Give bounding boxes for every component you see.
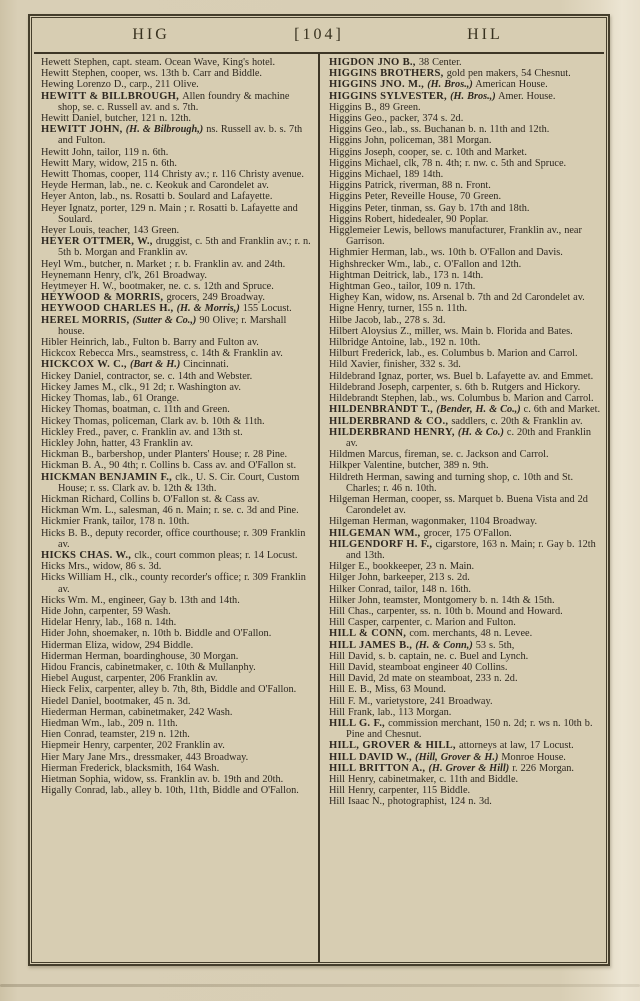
- entry-text: Hidelar Henry, lab., 168 n. 14th.: [41, 617, 177, 629]
- entry-text: Hickman Richard, Collins b. O'Fallon st. & Cass av.: [41, 493, 260, 505]
- directory-entry: [41, 57, 313, 68]
- directory-entry: [41, 416, 313, 427]
- entry-text: r. 226 Morgan.: [509, 762, 575, 774]
- directory-entry: [329, 640, 601, 651]
- entry-firm-reference: (H. & Bilbrough,): [125, 124, 204, 136]
- entry-text: Hildmen Marcus, fireman, se. c. Jackson and Carrol.: [329, 449, 549, 461]
- entry-text: Monroe House.: [498, 751, 566, 763]
- directory-entry: [41, 696, 313, 707]
- directory-entry: [329, 404, 601, 415]
- directory-entry: [329, 359, 601, 370]
- entry-text: Hicks Wm. M., engineer, Gay b. 13th and 14th.: [41, 594, 240, 606]
- directory-entry: [41, 673, 313, 684]
- entry-text: Hill F. M., varietystore, 241 Broadway.: [329, 695, 493, 707]
- entry-text: Hickmier Frank, tailor, 178 n. 10th.: [41, 516, 190, 528]
- entry-text: Hilgeman Herman, wagonmaker, 1104 Broadway.: [329, 516, 538, 528]
- entry-text: Hilburt Frederick, lab., es. Columbus b. Marion and Carrol.: [329, 348, 578, 360]
- entry-text: druggist, c. 5th and Franklin av.; r. n. 5th b. Morgan and Franklin av.: [58, 236, 311, 259]
- entry-text: Hickey Thomas, boatman, c. 11th and Green.: [41, 404, 230, 416]
- entry-text: Highey Kan, widow, ns. Arsenal b. 7th and 2d Carondelet av.: [329, 292, 585, 304]
- directory-entry: [329, 281, 601, 292]
- entry-text: Hewing Lorenzo D., carp., 211 Olive.: [41, 79, 199, 91]
- entry-text: Heytmeyer H. W., bootmaker, ne. c. s. 12th and Spruce.: [41, 281, 274, 293]
- entry-name-caps: HICKS CHAS. W.,: [41, 549, 135, 561]
- header-guide-word-right: HIL: [467, 26, 503, 43]
- directory-entry: [329, 79, 601, 90]
- entry-text: Hicks B. B., deputy recorder, office courthouse; r. 309 Franklin av.: [41, 527, 306, 550]
- entry-text: clk., U. S. Cir. Court, Custom House; r. ss. Clark av. b. 12th & 13th.: [58, 471, 300, 494]
- directory-entry: [329, 326, 601, 337]
- entry-name-caps: HEWITT & BILLBROUGH,: [41, 90, 183, 102]
- directory-entry: [41, 124, 313, 146]
- directory-entry: [41, 404, 313, 415]
- entry-firm-reference: (H. Grover & Hill): [428, 762, 510, 774]
- directory-entry: [41, 774, 313, 785]
- entry-text: Hilker John, teamster, Montgomery b. n. 14th & 15th.: [329, 594, 555, 606]
- directory-entry: [41, 460, 313, 471]
- entry-text: ns. Russell av. b. s. 7th and Fulton.: [58, 124, 303, 147]
- directory-entry: [329, 91, 601, 102]
- directory-entry: [329, 606, 601, 617]
- entry-text: Hilger John, barkeeper, 213 s. 2d.: [329, 572, 470, 584]
- entry-text: Higally Conrad, lab., alley b. 10th, 11th, Biddle and O'Fallon.: [41, 785, 299, 797]
- directory-entry: [329, 147, 601, 158]
- entry-text: Hickman Wm. L., salesman, 46 n. Main; r. se. c. 3d and Pine.: [41, 505, 299, 517]
- directory-entry: [41, 472, 313, 494]
- directory-entry: [41, 292, 313, 303]
- entry-text: Hill E. B., Miss, 63 Mound.: [329, 684, 446, 696]
- entry-text: Hildebrandt Stephen, lab., ws. Columbus b. Marion and Carrol.: [329, 393, 594, 405]
- entry-text: Hill David, 2d mate on steamboat, 233 n. 2d.: [329, 673, 518, 685]
- entry-text: Hewitt Mary, widow, 215 n. 6th.: [41, 157, 177, 169]
- directory-entry: [329, 180, 601, 191]
- directory-entry: [41, 169, 313, 180]
- directory-entry: [329, 752, 601, 763]
- entry-name-caps: HILL BRITTON A.,: [329, 762, 429, 774]
- directory-entry: [41, 752, 313, 763]
- entry-text: Higgins John, policeman, 381 Morgan.: [329, 135, 492, 147]
- entry-name-caps: HEYWOOD & MORRIS,: [41, 292, 167, 304]
- directory-entry: [41, 348, 313, 359]
- directory-entry: [329, 449, 601, 460]
- directory-entry: [41, 550, 313, 561]
- directory-column-left: [32, 54, 318, 962]
- entry-text: Highmier Herman, lab., ws. 10th b. O'Fallon and Davis.: [329, 247, 563, 259]
- entry-text: Hiedman Wm., lab., 209 n. 11th.: [41, 717, 178, 729]
- directory-entry: [329, 572, 601, 583]
- entry-text: Hildebrand Ignaz, porter, ws. Buel b. Lafayette av. and Emmet.: [329, 370, 594, 382]
- directory-entry: [329, 68, 601, 79]
- directory-entry: [41, 785, 313, 796]
- directory-entry: [41, 303, 313, 314]
- entry-text: Heyl Wm., butcher, n. Market ; r. b. Franklin av. and 24th.: [41, 258, 286, 270]
- entry-text: Hewett Stephen, capt. steam. Ocean Wave, King's hotel.: [41, 57, 276, 68]
- entry-text: Hiderman Eliza, widow, 294 Biddle.: [41, 639, 194, 651]
- entry-name-caps: HIGGINS JNO. M.,: [329, 79, 428, 91]
- directory-entry: [41, 270, 313, 281]
- directory-entry: [329, 124, 601, 135]
- entry-firm-reference: (H. Bros.,): [427, 79, 473, 91]
- entry-name-caps: HILL, GROVER & HILL,: [329, 740, 460, 752]
- entry-name-caps: HILL & CONN,: [329, 628, 410, 640]
- directory-entry: [41, 147, 313, 158]
- directory-entry: [329, 494, 601, 516]
- entry-text: Hilker Conrad, tailor, 148 n. 16th.: [329, 583, 472, 595]
- directory-entry: [329, 651, 601, 662]
- directory-entry: [329, 348, 601, 359]
- directory-entry: [329, 595, 601, 606]
- entry-text: Higgins Robert, hidedealer, 90 Poplar.: [329, 213, 489, 225]
- directory-entry: [329, 203, 601, 214]
- directory-entry: [329, 684, 601, 695]
- directory-entry: [329, 662, 601, 673]
- directory-entry: [329, 247, 601, 258]
- directory-entry: [329, 617, 601, 628]
- entry-firm-reference: (H. & Conn,): [415, 639, 473, 651]
- entry-text: Hicks William H., clk., county recorder's office; r. 309 Franklin av.: [41, 572, 306, 595]
- directory-entry: [329, 472, 601, 494]
- entry-text: commission merchant, 150 n. 2d; r. ws n. 10th b. Pine and Chesnut.: [346, 717, 593, 741]
- directory-entry: [329, 460, 601, 471]
- directory-entry: [329, 718, 601, 740]
- entry-text: Hill Henry, cabinetmaker, c. 11th and Biddle.: [329, 774, 519, 785]
- entry-text: Hien Conrad, teamster, 219 n. 12th.: [41, 729, 190, 741]
- entry-text: Higgins Peter, Reveille House, 70 Green.: [329, 191, 502, 203]
- directory-entry: [41, 113, 313, 124]
- directory-entry: [41, 572, 313, 594]
- entry-text: Hild Xavier, finisher, 332 s. 3d.: [329, 359, 461, 371]
- directory-entry: [41, 203, 313, 225]
- directory-entry: [41, 79, 313, 90]
- directory-entry: [329, 371, 601, 382]
- page-number: [104]: [294, 26, 344, 43]
- entry-text: Heynemann Henry, cl'k, 261 Broadway.: [41, 269, 207, 281]
- directory-entry: [41, 438, 313, 449]
- entry-name-caps: HEREL MORRIS,: [41, 314, 133, 326]
- directory-entry: [41, 382, 313, 393]
- entry-text: Hickey Thomas, lab., 61 Orange.: [41, 393, 180, 405]
- entry-text: Hildebrand Joseph, carpenter, s. 6th b. Rutgers and Hickory.: [329, 381, 581, 393]
- entry-name-caps: HIGDON JNO B.,: [329, 57, 419, 68]
- directory-entry: [41, 281, 313, 292]
- entry-text: Hightman Geo., tailor, 109 n. 17th.: [329, 281, 476, 293]
- directory-entry: [329, 416, 601, 427]
- directory-entry: [41, 640, 313, 651]
- entry-text: Hiedel Daniel, bootmaker, 45 n. 3d.: [41, 695, 191, 707]
- entry-text: Hickey James M., clk., 91 2d; r. Washington av.: [41, 381, 241, 393]
- entry-text: grocer, 175 O'Fallon.: [423, 527, 512, 539]
- entry-text: Hilgeman Herman, cooper, ss. Marquet b. Buena Vista and 2d Carondelet av.: [329, 493, 588, 517]
- directory-entry: [329, 225, 601, 247]
- entry-name-caps: HILDERBRAND & CO.,: [329, 415, 452, 427]
- entry-name-caps: HILL DAVID W.,: [329, 751, 416, 763]
- directory-entry: [329, 796, 601, 807]
- directory-entry: [329, 673, 601, 684]
- directory-entry: [329, 584, 601, 595]
- entry-text: 90 Olive; r. Marshall house.: [58, 314, 287, 337]
- entry-text: Hill Chas., carpenter, ss. n. 10th b. Mound and Howard.: [329, 605, 563, 617]
- entry-text: Higgins Patrick, riverman, 88 n. Front.: [329, 180, 491, 192]
- directory-entry: [41, 729, 313, 740]
- entry-text: Hider John, shoemaker, n. 10th b. Biddle and O'Fallon.: [41, 628, 272, 640]
- entry-text: Hicks Mrs., widow, 86 s. 3d.: [41, 561, 162, 573]
- entry-text: Hildreth Herman, sawing and turning shop, c. 10th and St. Charles; r. 46 n. 10th.: [329, 471, 574, 494]
- directory-entry: [329, 315, 601, 326]
- entry-text: grocers, 249 Broadway.: [166, 292, 265, 304]
- directory-entry: [329, 214, 601, 225]
- entry-name-caps: HILDENBRANDT T.,: [329, 404, 437, 416]
- directory-entry: [41, 449, 313, 460]
- entry-text: 53 s. 5th,: [472, 639, 515, 651]
- entry-text: Hickley Fred., paver, c. Franklin av. and 13th st.: [41, 426, 243, 438]
- entry-text: Hiderman Herman, boardinghouse, 30 Morgan.: [41, 650, 239, 662]
- directory-entry: [329, 113, 601, 124]
- directory-entry: [329, 528, 601, 539]
- entry-text: Hill Henry, carpenter, 115 Biddle.: [329, 785, 471, 797]
- entry-text: Hieck Felix, carpenter, alley b. 7th, 8th, Biddle and O'Fallon.: [41, 684, 297, 696]
- entry-text: Hewitt Thomas, cooper, 114 Christy av.; r. 116 Christy avenue.: [41, 169, 304, 181]
- entry-text: Hickey Daniel, contractor, se. c. 14th and Webster.: [41, 370, 253, 382]
- entry-text: saddlers, c. 20th & Franklin av.: [451, 415, 583, 427]
- entry-text: Higgins B., 89 Green.: [329, 101, 421, 113]
- entry-text: Higgins Michael, clk, 78 n. 4th; r. nw. c. 5th and Spruce.: [329, 157, 567, 169]
- entry-text: Heyer Ignatz, porter, 129 n. Main ; r. Rosatti b. Lafayette and Soulard.: [41, 202, 298, 225]
- entry-name-caps: HILGEMAN WM.,: [329, 527, 424, 539]
- directory-entry: [41, 337, 313, 348]
- entry-firm-reference: (Bart & H.): [129, 359, 181, 371]
- entry-text: Higgins Michael, 189 14th.: [329, 169, 444, 181]
- directory-columns: [32, 54, 606, 962]
- directory-entry: [41, 684, 313, 695]
- entry-text: Hier Mary Jane Mrs., dressmaker, 443 Broadway.: [41, 751, 249, 763]
- directory-entry: [329, 337, 601, 348]
- directory-entry: [41, 505, 313, 516]
- entry-text: Heyde Herman, lab., ne. c. Keokuk and Carondelet av.: [41, 180, 269, 192]
- directory-entry: [41, 180, 313, 191]
- directory-entry: [329, 158, 601, 169]
- directory-entry: [329, 539, 601, 561]
- entry-firm-reference: (H. & Morris,): [176, 303, 240, 315]
- entry-firm-reference: (Bender, H. & Co.,): [436, 404, 521, 416]
- entry-text: com. merchants, 48 n. Levee.: [409, 628, 533, 640]
- entry-text: Hill David, steamboat engineer 40 Collins.: [329, 661, 508, 673]
- directory-entry: [41, 359, 313, 370]
- entry-text: Hill David, s. b. captain, ne. c. Buel and Lynch.: [329, 650, 529, 662]
- directory-entry: [329, 561, 601, 572]
- entry-text: Hierman Frederick, blacksmith, 164 Wash.: [41, 762, 220, 774]
- directory-entry: [41, 225, 313, 236]
- entry-text: Hightman Deitrick, lab., 173 n. 14th.: [329, 269, 484, 281]
- entry-name-caps: HILGENDORF H. F.,: [329, 538, 436, 550]
- directory-entry: [41, 528, 313, 550]
- directory-entry: [41, 68, 313, 79]
- entry-text: Hidou Francis, cabinetmaker, c. 10th & Mullanphy.: [41, 661, 256, 673]
- entry-name-caps: HEYER OTTMER, W.,: [41, 236, 156, 248]
- directory-entry: [41, 427, 313, 438]
- entry-text: clk., court common pleas; r. 14 Locust.: [134, 549, 298, 561]
- directory-entry: [329, 696, 601, 707]
- entry-text: c. 20th and Franklin av.: [346, 426, 592, 449]
- entry-text: gold pen makers, 54 Chesnut.: [446, 68, 571, 80]
- entry-text: Higgins Peter, tinman, ss. Gay b. 17th and 18th.: [329, 202, 530, 214]
- entry-text: Higglemeier Lewis, bellows manufacturer, Franklin av., near Garrison.: [329, 225, 582, 248]
- entry-firm-reference: (H. & Co.): [457, 426, 504, 438]
- entry-text: Hibler Heinrich, lab., Fulton b. Barry and Fulton av.: [41, 337, 259, 349]
- entry-text: Hilbridge Antoine, lab., 192 n. 10th.: [329, 337, 481, 349]
- directory-entry: [329, 763, 601, 774]
- entry-text: Higne Henry, turner, 155 n. 11th.: [329, 303, 468, 315]
- directory-entry: [41, 315, 313, 337]
- entry-text: Highshrecker Wm., lab., c. O'Fallon and 12th.: [329, 258, 522, 270]
- entry-text: cigarstore, 163 n. Main; r. Gay b. 12th and 13th.: [346, 538, 596, 561]
- entry-text: Hietman Sophia, widow, ss. Franklin av. b. 19th and 20th.: [41, 774, 284, 785]
- directory-entry: [41, 617, 313, 628]
- entry-text: Hilbe Jacob, lab., 278 s. 3d.: [329, 314, 446, 326]
- entry-text: Hewitt Stephen, cooper, ws. 13th b. Carr and Biddle.: [41, 68, 262, 80]
- entry-name-caps: HEYWOOD CHARLES H.,: [41, 303, 177, 315]
- directory-entry: [41, 158, 313, 169]
- entry-name-caps: HIGGINS BROTHERS,: [329, 68, 447, 80]
- entry-text: 38 Center.: [418, 57, 462, 68]
- directory-entry: [41, 628, 313, 639]
- directory-entry: [41, 561, 313, 572]
- entry-text: Heyer Anton, lab., ns. Rosatti b. Soulard and Lafayette.: [41, 191, 273, 203]
- next-page-edge: [0, 984, 640, 987]
- directory-entry: [41, 236, 313, 258]
- entry-text: Hill Casper, carpenter, c. Marion and Fulton.: [329, 617, 516, 629]
- entry-text: Amer. House.: [495, 90, 556, 102]
- entry-firm-reference: (Hill, Grover & H.): [415, 751, 499, 763]
- directory-entry: [41, 606, 313, 617]
- entry-text: Hill Frank, lab., 113 Morgan.: [329, 706, 452, 718]
- entry-text: 155 Locust.: [239, 303, 292, 315]
- directory-entry: [329, 382, 601, 393]
- directory-entry: [329, 292, 601, 303]
- directory-entry: [329, 516, 601, 527]
- directory-entry: [329, 628, 601, 639]
- entry-text: Hickman B. A., 90 4th; r. Collins b. Cass av. and O'Fallon st.: [41, 460, 297, 472]
- directory-entry: [329, 191, 601, 202]
- directory-entry: [329, 135, 601, 146]
- page-header: [32, 18, 606, 52]
- entry-text: Hickley John, hatter, 43 Franklin av.: [41, 437, 193, 449]
- entry-text: Higgins Geo., lab., ss. Buchanan b. n. 11th and 12th.: [329, 124, 550, 136]
- directory-entry: [41, 662, 313, 673]
- entry-name-caps: HEWITT JOHN,: [41, 124, 126, 136]
- directory-entry: [329, 740, 601, 751]
- entry-text: Hiederman Herman, cabinetmaker, 242 Wash.: [41, 706, 233, 718]
- directory-entry: [41, 393, 313, 404]
- entry-text: Cincinnati.: [180, 359, 229, 371]
- directory-entry: [41, 707, 313, 718]
- header-guide-word-left: HIG: [132, 26, 170, 43]
- entry-text: Hilkper Valentine, butcher, 389 n. 9th.: [329, 460, 489, 472]
- entry-text: Hickey Thomas, policeman, Clark av. b. 10th & 11th.: [41, 415, 265, 427]
- entry-text: Hide John, carpenter, 59 Wash.: [41, 605, 171, 617]
- directory-column-right: [320, 54, 606, 962]
- directory-entry: [329, 774, 601, 785]
- directory-entry: [41, 718, 313, 729]
- entry-text: Hewitt Daniel, butcher, 121 n. 12th.: [41, 113, 192, 125]
- entry-text: Allen foundry & machine shop, se. c. Russell av. and s. 7th.: [58, 90, 290, 113]
- page-frame-inner-rule: [31, 17, 607, 963]
- entry-text: Hiebel August, carpenter, 206 Franklin av.: [41, 673, 218, 685]
- directory-entry: [329, 707, 601, 718]
- entry-text: Hickman B., barbershop, under Planters' House; r. 28 Pine.: [41, 449, 288, 461]
- directory-entry: [329, 303, 601, 314]
- directory-entry: [329, 785, 601, 796]
- entry-text: Hill Isaac N., photographist, 124 n. 3d.: [329, 796, 492, 808]
- directory-entry: [41, 516, 313, 527]
- entry-name-caps: HIGGINS SYLVESTER,: [329, 90, 451, 102]
- directory-entry: [329, 169, 601, 180]
- entry-name-caps: HILL JAMES B.,: [329, 639, 416, 651]
- directory-entry: [329, 393, 601, 404]
- directory-entry: [329, 259, 601, 270]
- entry-text: Hilbert Aloysius Z., miller, ws. Main b. Florida and Bates.: [329, 325, 573, 337]
- directory-entry: [41, 259, 313, 270]
- directory-entry: [41, 371, 313, 382]
- entry-name-caps: HICKMAN BENJAMIN F.,: [41, 471, 176, 483]
- entry-text: Heyer Louis, teacher, 143 Green.: [41, 225, 180, 237]
- directory-entry: [41, 91, 313, 113]
- directory-entry: [329, 270, 601, 281]
- entry-text: Higgins Geo., packer, 374 s. 2d.: [329, 113, 464, 125]
- directory-entry: [41, 740, 313, 751]
- directory-entry: [41, 595, 313, 606]
- entry-name-caps: HICKCOX W. C.,: [41, 359, 130, 371]
- entry-text: Hilger E., bookkeeper, 23 n. Main.: [329, 561, 475, 573]
- directory-entry: [41, 494, 313, 505]
- entry-name-caps: HILL G. F.,: [329, 717, 389, 729]
- entry-firm-reference: (H. Bros.,): [450, 90, 496, 102]
- entry-text: Hickcox Rebecca Mrs., seamstress, c. 14th & Franklin av.: [41, 348, 283, 360]
- entry-text: c. 6th and Market.: [520, 404, 601, 416]
- entry-firm-reference: (Sutter & Co.,): [132, 314, 197, 326]
- directory-entry: [329, 102, 601, 113]
- entry-text: Hiepmeir Henry, carpenter, 202 Franklin av.: [41, 740, 225, 752]
- directory-entry: [329, 57, 601, 68]
- directory-entry: [41, 763, 313, 774]
- entry-text: American House.: [472, 79, 548, 91]
- entry-text: Higgins Joseph, cooper, se. c. 10th and Market.: [329, 146, 527, 158]
- entry-text: attorneys at law, 17 Locust.: [459, 740, 574, 752]
- directory-entry: [329, 427, 601, 449]
- page-frame: [28, 14, 610, 966]
- directory-entry: [41, 191, 313, 202]
- entry-name-caps: HILDERBRAND HENRY,: [329, 426, 458, 438]
- entry-text: Hewitt John, tailor, 119 n. 6th.: [41, 146, 169, 158]
- directory-entry: [41, 651, 313, 662]
